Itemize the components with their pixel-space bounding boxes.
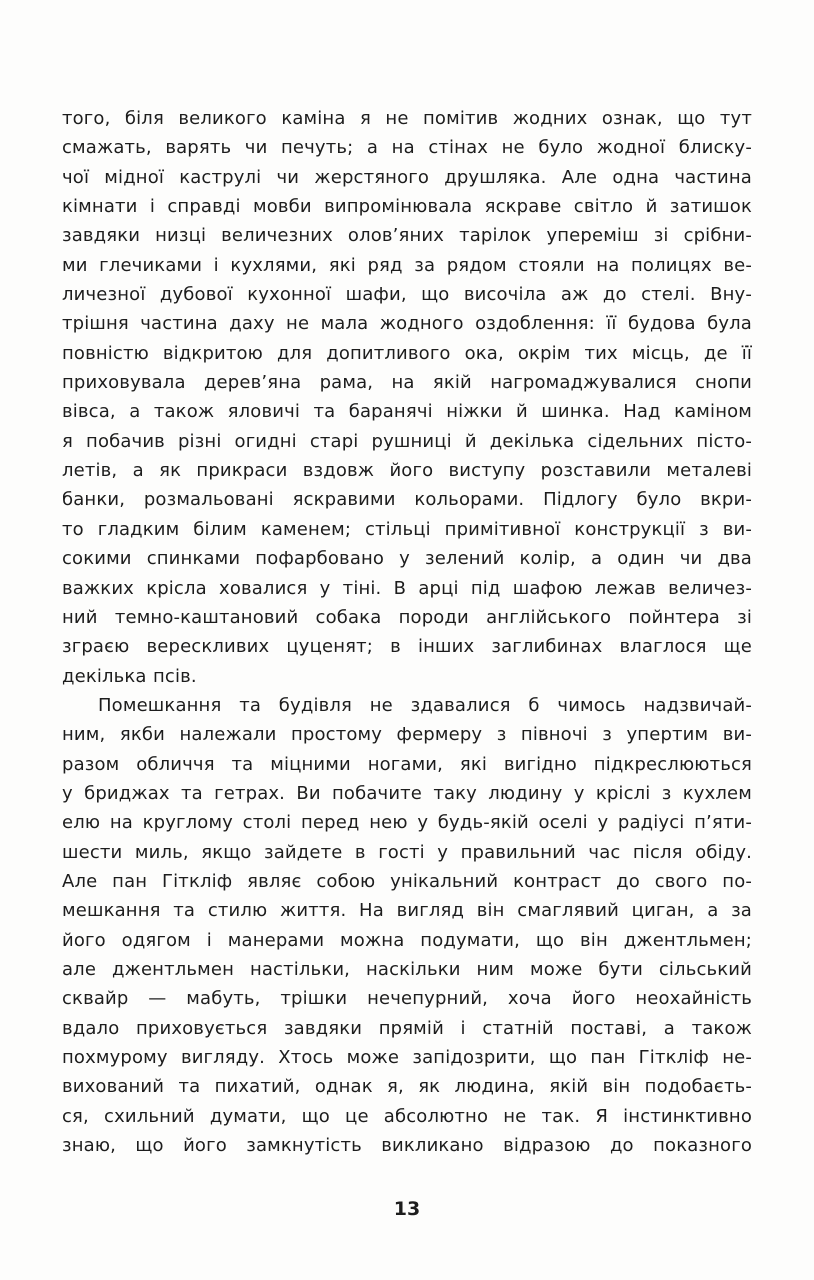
text-line: приховувала дерев’яна рама, на якій нагромаджувалися снопи [62,372,752,394]
text-line: разом обличчя та міцними ногами, які вигідно підкреслюються [62,753,752,775]
text-line: шести миль, якщо зайдете в гості у правильний час після обіду. [62,841,752,863]
text-line: декілька псів. [62,665,197,687]
text-line: сквайр — мабуть, трішки нечепурний, хоча його неохайність [62,988,752,1010]
text-line: його одягом і манерами можна подумати, що він джентльмен; [62,929,752,951]
text-line: трішня частина даху не мала жодного оздоблення: її будова була [62,313,752,335]
paragraph [62,104,752,691]
page-text-block [62,104,752,1160]
text-line: але джентльмен настільки, наскільки ним може бути сільський [62,958,752,980]
text-line: кімнати і справді мовби випромінювала яскраве світло й затишок [62,196,752,218]
text-line: банки, розмальовані яскравими кольорами. Підлогу було вкри- [62,489,752,511]
paragraph [62,691,752,1161]
page-number: 13 [393,1198,421,1220]
text-line: смажать, варять чи печуть; а на стінах не було жодної блиску- [62,137,752,159]
text-line: ний темно-каштановий собака породи англійського пойнтера зі [62,606,752,628]
text-line: похмурому вигляду. Хтось може запідозрити, що пан Гіткліф не- [62,1047,752,1068]
text-line: у бриджах та гетрах. Ви побачите таку людину у кріслі з кухлем [62,782,752,804]
text-line: Але пан Гіткліф являє собою унікальний контраст до свого по- [62,870,752,892]
text-line: личезної дубової кухонної шафи, що височіла аж до стелі. Вну- [62,284,752,306]
text-line: завдяки низці величезних олов’яних тарілок упереміш зі срібни- [62,225,752,247]
text-line: я побачив різні огидні старі рушниці й декілька сідельних пісто- [62,430,752,452]
text-line: чої мідної каструлі чи жерстяного друшляка. Але одна частина [62,166,752,188]
text-line: елю на круглому столі перед нею у будь-якій оселі у радіусі п’яти- [62,812,752,834]
text-line: важких крісла ховалися у тіні. В арці під шафою лежав величез- [62,577,752,599]
text-line: сокими спинками пофарбовано у зелений колір, а один чи два [62,548,752,570]
text-line: вихований та пихатий, однак я, як людина, якій він подобаєть- [62,1076,752,1098]
text-line: ся, схильний думати, що це абсолютно не так. Я інстинктивно [62,1105,752,1127]
text-line: мешкання та стилю життя. На вигляд він смаглявий циган, а за [62,900,752,922]
text-line: зграєю верескливих цуценят; в інших заглибинах влаглося ще [62,636,752,658]
text-line: ним, якби належали простому фермеру з півночі з упертим ви- [62,724,752,746]
text-line: то гладким білим каменем; стільці примітивної конструкції з ви- [62,518,752,540]
text-line: Помешкання та будівля не здавалися б чимось надзвичай- [98,694,752,716]
text-line: того, біля великого каміна я не помітив жодних ознак, що тут [62,108,752,129]
text-line: летів, а як прикраси вздовж його виступу розставили металеві [62,460,752,482]
text-line: вдало приховується завдяки прямій і статній поставі, а також [62,1017,752,1039]
text-line: знаю, що його замкнутість викликано відразою до показного [62,1135,752,1157]
text-line: ми глечиками і кухлями, які ряд за рядом стояли на полицях ве- [62,254,752,276]
text-line: повністю відкритою для допитливого ока, окрім тих місць, де її [62,342,752,364]
text-line: вівса, а також яловичі та баранячі ніжки й шинка. Над каміном [62,401,752,423]
page-footer [0,1198,814,1220]
